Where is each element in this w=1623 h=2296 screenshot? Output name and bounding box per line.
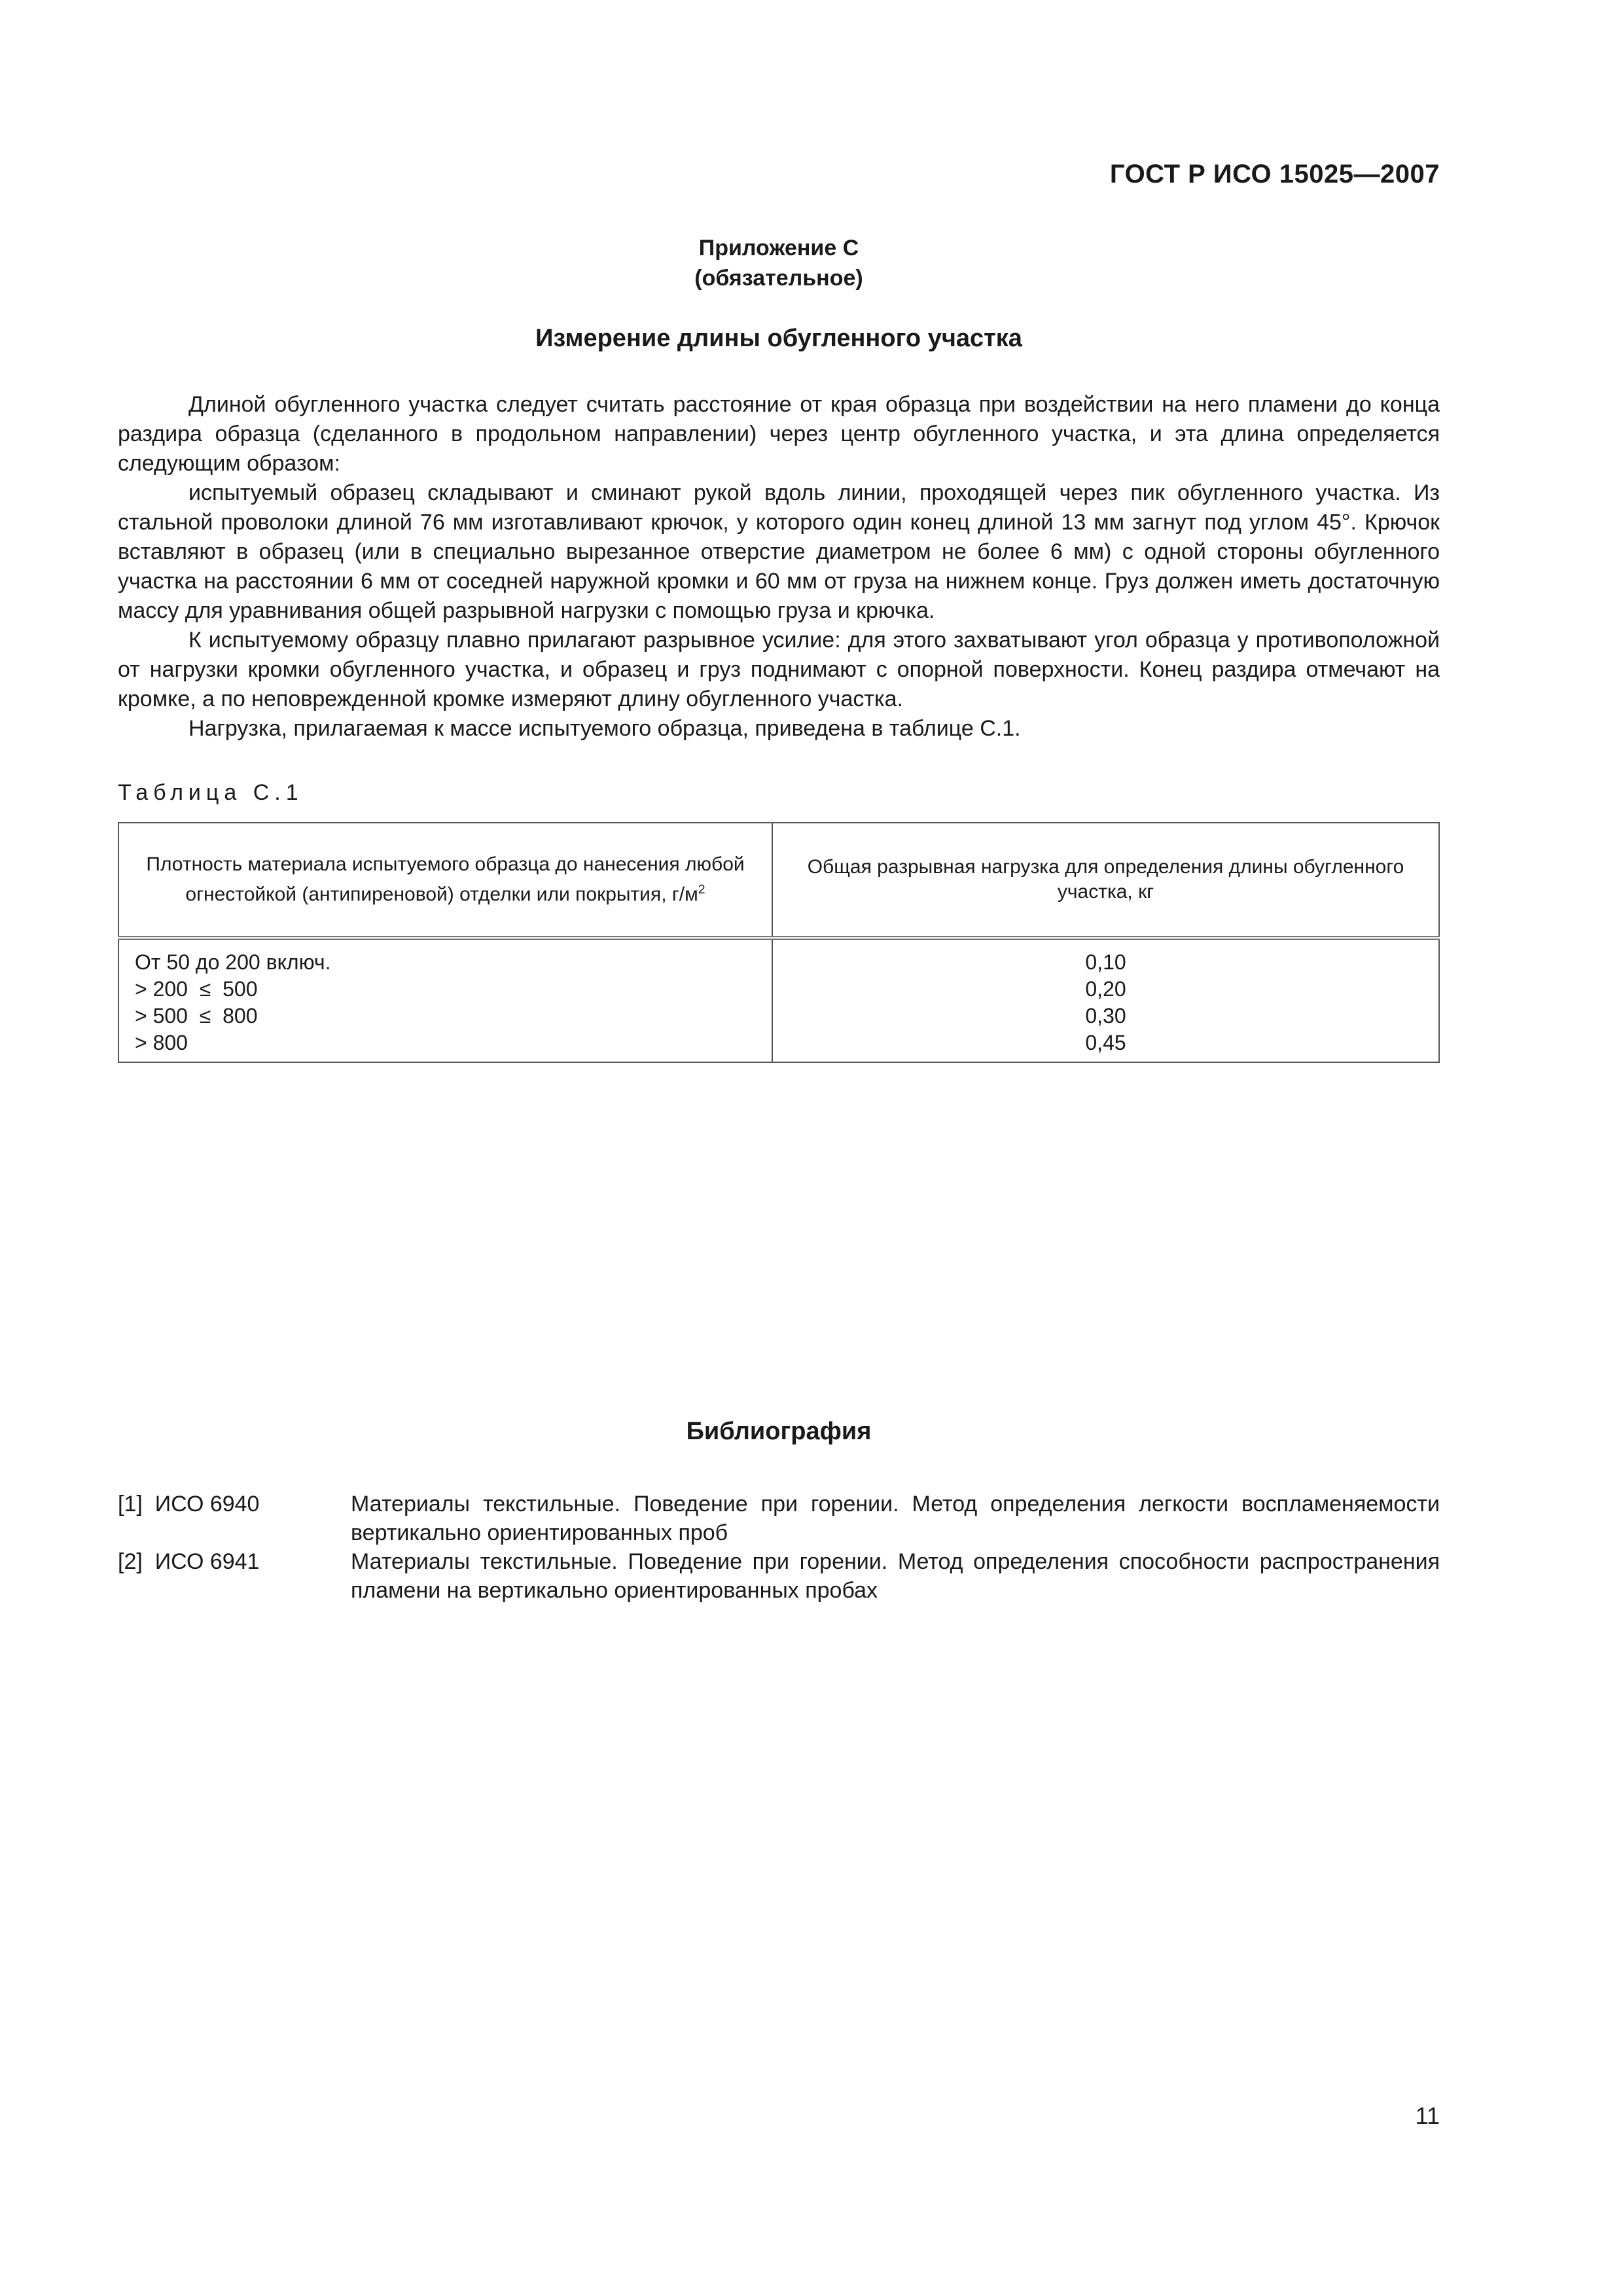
annex-title: Приложение С <box>698 236 859 260</box>
header-density-text: Плотность материала испытуемого образца до нанесения любой огнестойкой (антипиреновой) отделки или покрытия, г/м <box>146 853 745 905</box>
load-value: 0,10 <box>1085 950 1126 974</box>
header-density-sup: 2 <box>698 882 705 897</box>
annex-status: (обязательное) <box>694 266 863 291</box>
table-body-row <box>118 938 1439 1062</box>
density-value: > 200 ≤ 500 <box>135 977 258 1001</box>
bibliography-title: Библиография <box>686 1418 872 1445</box>
paragraph-definition: Длиной обугленного участка следует считать расстояние от края образца при воздействии на него пламени до конца раздира образца (сделанного в продольном направлении) через центр обугленного участка, и эта длина определяется следующим образом: <box>118 392 1440 476</box>
bibliography-ref: [1] ИСО 6940 <box>118 1492 260 1516</box>
density-cell <box>118 938 772 1062</box>
density-value: От 50 до 200 включ. <box>135 950 331 974</box>
bibliography-ref: [2] ИСО 6941 <box>118 1549 260 1574</box>
annex-heading <box>118 233 1440 293</box>
bibliography-text: Материалы текстильные. Поведение при горении. Метод определения легкости воспламеняемости вертикально ориентированных проб <box>351 1492 1440 1545</box>
header-density <box>118 823 772 938</box>
density-value: > 500 ≤ 800 <box>135 1004 258 1028</box>
header-load: Общая разрывная нагрузка для определения длины обугленного участка, кг <box>772 823 1439 938</box>
body-text <box>118 390 1440 744</box>
load-value: 0,30 <box>1085 1004 1126 1028</box>
paragraph-load-reference: Нагрузка, прилагаемая к массе испытуемого образца, приведена в таблице С.1. <box>188 716 1021 741</box>
bibliography-entry <box>118 1490 1440 1547</box>
page-number: 11 <box>1415 2102 1440 2129</box>
load-value: 0,45 <box>1085 1031 1126 1054</box>
section-title: Измерение длины обугленного участка <box>535 325 1022 352</box>
load-value: 0,20 <box>1085 977 1126 1001</box>
table-caption: Таблица С.1 <box>118 780 304 805</box>
table-header-row <box>118 823 1439 938</box>
bibliography-text: Материалы текстильные. Поведение при горении. Метод определения способности распространения пламени на вертикально ориентированных пробах <box>351 1549 1440 1603</box>
bibliography-entry <box>118 1547 1440 1605</box>
bibliography-list <box>118 1490 1440 1605</box>
load-table <box>118 822 1440 1063</box>
load-cell <box>772 938 1439 1062</box>
paragraph-procedure: испытуемый образец складывают и сминают рукой вдоль линии, проходящей через пик обугленного участка. Из стальной проволоки длиной 76 мм изготавливают крючок, у которого один конец длиной 13 мм загнут под углом 45°. Крючок вставляют в образец (или в специально вырезанное отверстие диаметром не более 6 мм) с одной стороны обугленного участка на расстоянии 6 мм от соседней наружной кромки и 60 мм от груза на нижнем конце. Груз должен иметь достаточную массу для уравнивания общей разрывной нагрузки с помощью груза и крючка. <box>118 480 1440 623</box>
density-value: > 800 <box>135 1031 188 1054</box>
paragraph-tearing: К испытуемому образцу плавно прилагают разрывное усилие: для этого захватывают угол образца у противоположной от нагрузки кромки обугленного участка, и образец и груз поднимают с опорной поверхности. Конец раздира отмечают на кромке, а по неповрежденной кромке измеряют длину обугленного участка. <box>118 628 1440 711</box>
document-header: ГОСТ Р ИСО 15025—2007 <box>1109 160 1440 188</box>
